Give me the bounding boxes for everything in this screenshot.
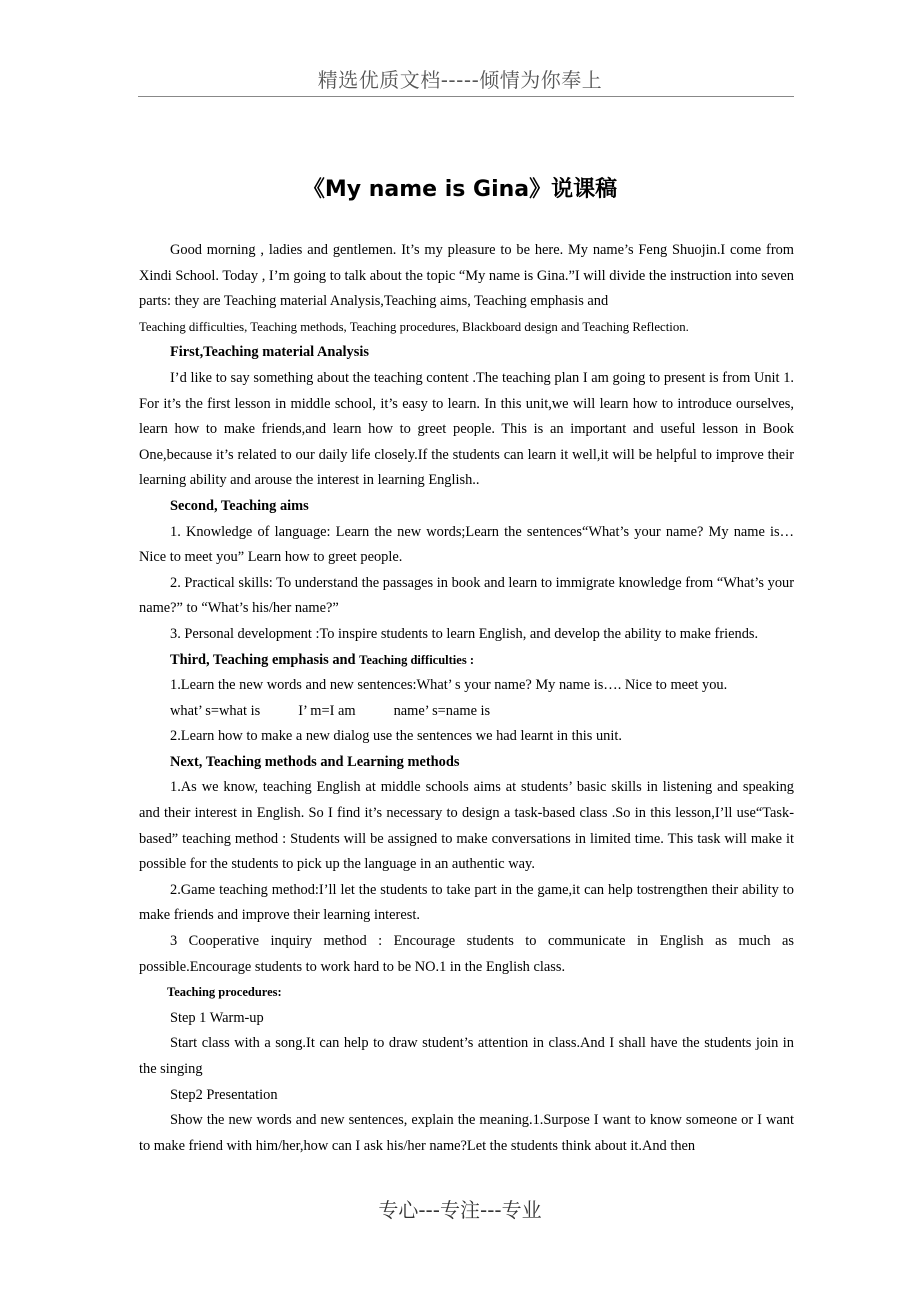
methods-item-3: 3 Cooperative inquiry method : Encourage students to communicate in English as much as possible.Encourage students to work hard to be NO.1 in the English class. xyxy=(139,933,794,975)
document-body xyxy=(139,238,794,1159)
contraction-im: I’ m=I am xyxy=(298,702,356,719)
intro-paragraph-tail: Teaching difficulties, Teaching methods, Teaching procedures, Blackboard design and Teaching Reflection. xyxy=(139,319,689,334)
emphasis-heading-main: Third, Teaching emphasis and xyxy=(170,651,360,668)
section-heading-teaching-aims: Second, Teaching aims xyxy=(170,497,309,514)
emphasis-item-1: 1.Learn the new words and new sentences:What’ s your name? My name is…. Nice to meet you. xyxy=(170,677,728,694)
step2-title: Step2 Presentation xyxy=(170,1086,278,1103)
contraction-whats: what’ s=what is xyxy=(170,702,261,719)
material-analysis-paragraph: I’d like to say something about the teaching content .The teaching plan I am going to present is from Unit 1. For it’s the first lesson in middle school, it’s easy to learn. In this unit,we will learn how to introduce ourselves, learn how to make friends,and learn how to greet people. This is an important and useful lesson in Book One,because it’s related to our daily life closely.If the students can learn it well,it will be helpful to improve their learning ability and arouse the interest in learning English.. xyxy=(139,369,794,489)
contractions-line xyxy=(139,699,794,725)
document-title: 《My name is Gina》说课稿 xyxy=(302,177,618,202)
aims-item-3: 3. Personal development :To inspire students to learn English, and develop the ability to make friends. xyxy=(170,625,759,642)
section-heading-procedures: Teaching procedures: xyxy=(167,985,282,1000)
methods-item-1: 1.As we know, teaching English at middle schools aims at students’ basic skills in listening and speaking and their interest in English. So I find it’s necessary to design a task-based class .So in this lesson,I’ll use“Task-based” teaching method : Students will be assigned to make conversations in limited time. This task will make it possible for the students to pick up the language in an authentic way. xyxy=(139,779,794,873)
contraction-names: name’ s=name is xyxy=(393,702,491,719)
methods-item-2: 2.Game teaching method:I’ll let the students to take part in the game,it can help tostrengthen their ability to make friends and improve their learning interest. xyxy=(139,881,794,924)
page-header: 精选优质文档-----倾情为你奉上 xyxy=(317,68,603,92)
aims-item-1: 1. Knowledge of language: Learn the new words;Learn the sentences“What’s your name? My name is…Nice to meet you” Learn how to greet people. xyxy=(139,523,794,566)
page-footer: 专心---专注---专业 xyxy=(378,1198,542,1222)
step2-text: Show the new words and new sentences, explain the meaning.1.Surpose I want to know someone or I want to make friend with him/her,how can I ask his/her name?Let the students think about it.And then xyxy=(139,1112,794,1154)
aims-item-2: 2. Practical skills: To understand the passages in book and learn to immigrate knowledge from “What’s your name?” to “What’s his/her name?” xyxy=(139,574,794,617)
step1-title: Step 1 Warm-up xyxy=(170,1009,264,1026)
intro-paragraph: Good morning , ladies and gentlemen. It’s my pleasure to be here. My name’s Feng Shuojin.I come from Xindi School. Today , I’m going to talk about the topic “My name is Gina.”I will divide the instruction into seven parts: they are Teaching material Analysis,Teaching aims, Teaching emphasis and xyxy=(139,242,794,310)
emphasis-item-2: 2.Learn how to make a new dialog use the sentences we had learnt in this unit. xyxy=(170,728,622,745)
header-divider xyxy=(138,96,794,97)
step1-text: Start class with a song.It can help to draw student’s attention in class.And I shall have the students join in the singing xyxy=(139,1035,794,1077)
section-heading-material-analysis: First,Teaching material Analysis xyxy=(170,344,369,361)
emphasis-heading-small: Teaching difficulties : xyxy=(359,652,474,667)
section-heading-methods: Next, Teaching methods and Learning methods xyxy=(170,753,460,770)
section-heading-emphasis xyxy=(139,648,794,674)
